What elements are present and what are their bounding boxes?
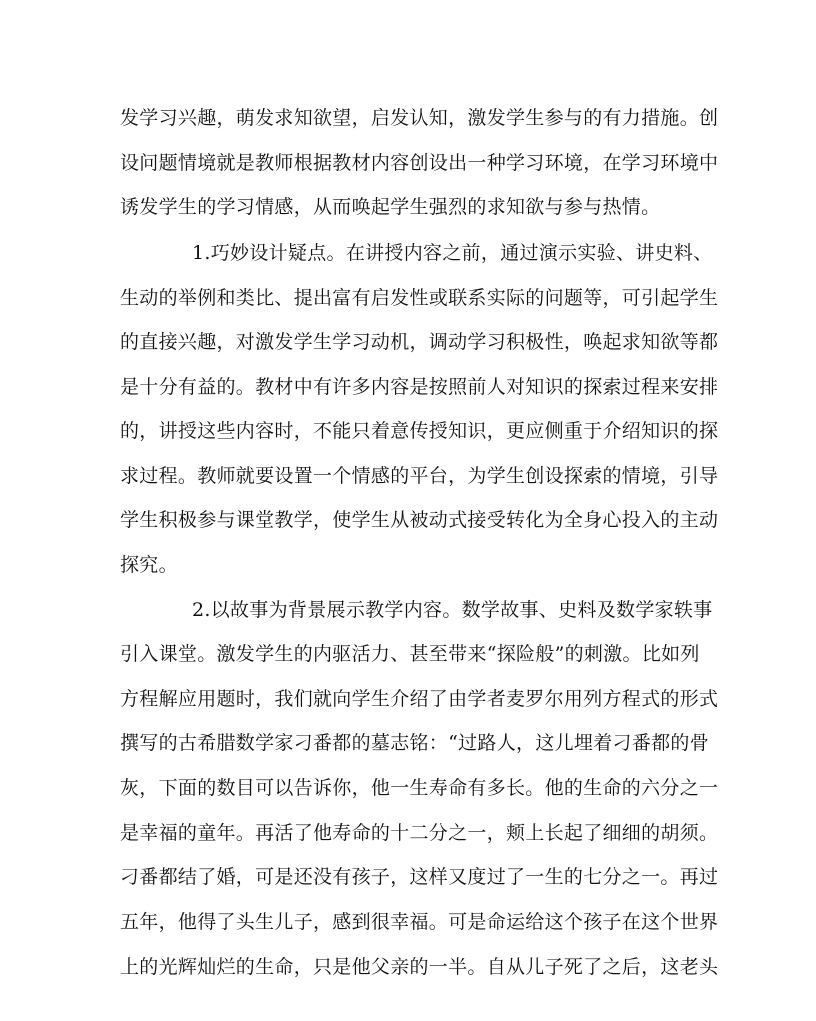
text-line: 探究。	[120, 554, 178, 576]
paragraph-2-start: 2.以故事为背景展示教学内容。数学故事、史料及数学家轶事	[192, 599, 713, 621]
text-line: 的，讲授这些内容时，不能只着意传授知识，更应侧重于介绍知识的探	[120, 420, 719, 442]
text-line: 五年，他得了头生儿子，感到很幸福。可是命运给这个孩子在这个世界	[120, 911, 719, 933]
text-line: 学生积极参与课堂教学，使学生从被动式接受转化为全身心投入的主动	[120, 509, 719, 531]
text-line: 上的光辉灿烂的生命，只是他父亲的一半。自从儿子死了之后，这老头	[120, 956, 719, 978]
text-line: 是幸福的童年。再活了他寿命的十二分之一，颊上长起了细细的胡须。	[120, 822, 719, 844]
text-line: 设问题情境就是教师根据教材内容创设出一种学习环境，在学习环境中	[120, 152, 719, 174]
text-line: 灰，下面的数目可以告诉你，他一生寿命有多长。他的生命的六分之一	[120, 777, 719, 799]
paragraph-1-start: 1.巧妙设计疑点。在讲授内容之前，通过演示实验、讲史料、	[192, 242, 713, 264]
text-line: 发学习兴趣，萌发求知欲望，启发认知，激发学生参与的有力措施。创	[120, 107, 719, 129]
text-line: 刁番都结了婚，可是还没有孩子，这样又度过了一生的七分之一。再过	[120, 866, 719, 888]
text-line: 撰写的古希腊数学家刁番都的墓志铭：“过路人，这儿埋着刁番都的骨	[120, 732, 710, 754]
text-line: 方程解应用题时，我们就向学生介绍了由学者麦罗尔用列方程式的形式	[120, 688, 719, 710]
text-line: 诱发学生的学习情感，从而唤起学生强烈的求知欲与参与热情。	[120, 196, 661, 218]
text-line: 求过程。教师就要设置一个情感的平台，为学生创设探索的情境，引导	[120, 465, 719, 487]
text-line: 的直接兴趣，对激发学生学习动机，调动学习积极性，唤起求知欲等都	[120, 331, 719, 353]
text-line: 引入课堂。激发学生的内驱活力、甚至带来“探险般”的刺激。比如列	[120, 643, 700, 665]
text-line: 生动的举例和类比、提出富有启发性或联系实际的问题等，可引起学生	[120, 287, 719, 309]
text-line: 是十分有益的。教材中有许多内容是按照前人对知识的探索过程来安排	[120, 376, 719, 398]
